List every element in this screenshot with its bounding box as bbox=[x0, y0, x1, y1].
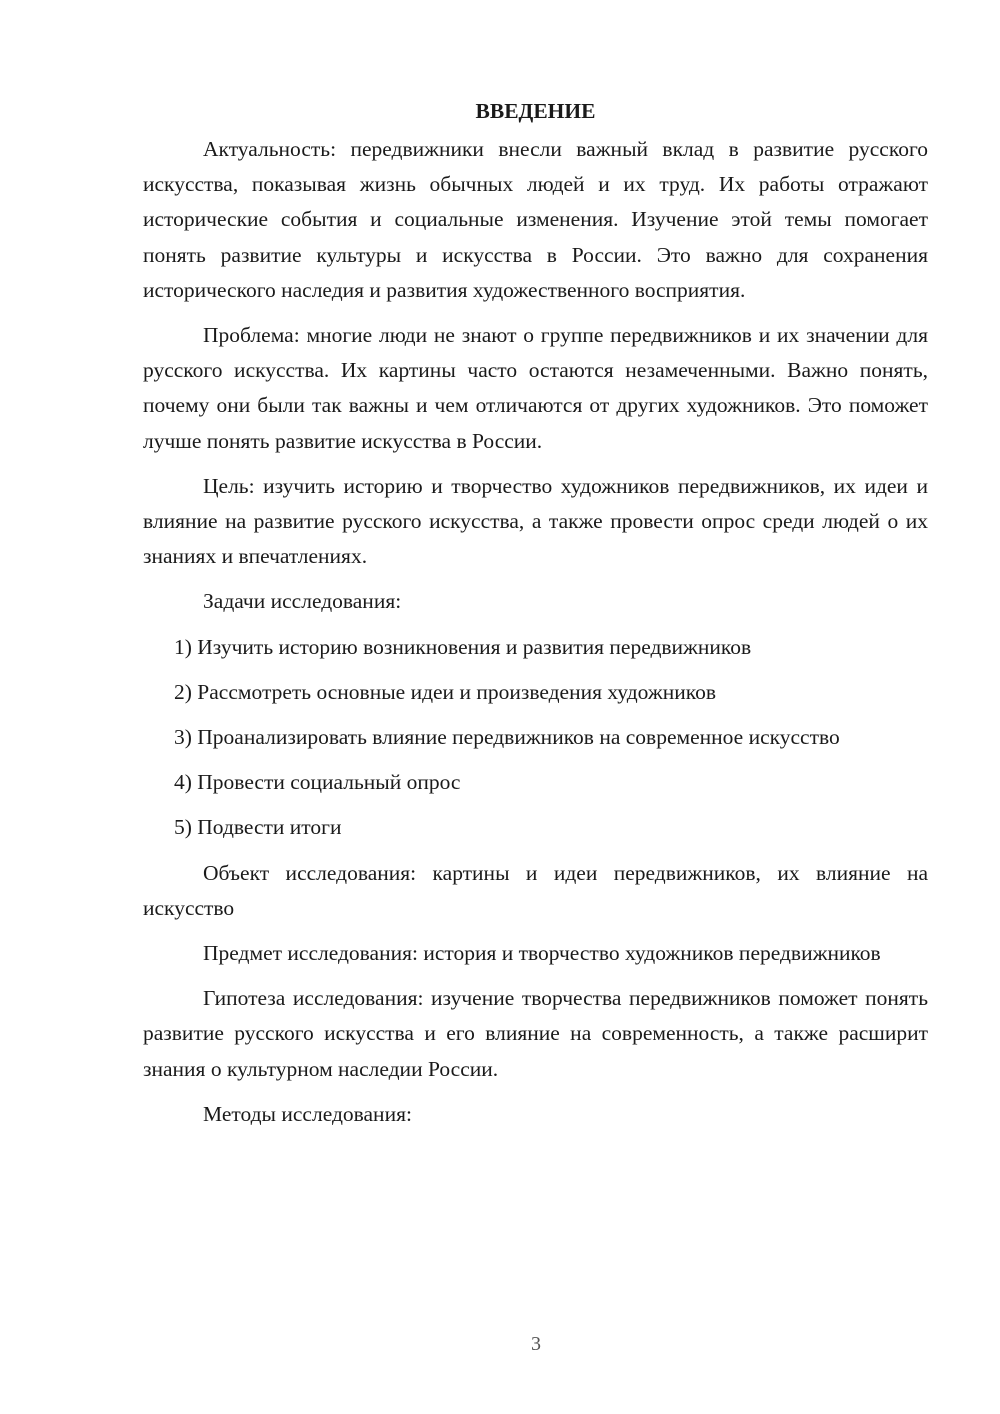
hypothesis-paragraph: Гипотеза исследования: изучение творчества передвижников поможет понять развитие русского искусства и его влияние на современность, а также расширит знания о культурном наследии России. bbox=[143, 986, 928, 1081]
object-paragraph: Объект исследования: картины и идеи передвижников, их влияние на искусство bbox=[143, 860, 928, 920]
relevance-paragraph: Актуальность: передвижники внесли важный вклад в развитие русского искусства, показывая жизнь обычных людей и их труд. Их работы отражают исторические события и социальные изменения. Изучение этой темы помогает понять развитие культуры и искусства в России. Это важно для сохранения исторического наследия и развития художественного восприятия. bbox=[143, 137, 928, 302]
page-content bbox=[143, 92, 928, 1142]
list-item: 3) Проанализировать влияние передвижников на современное искусство bbox=[174, 725, 840, 750]
subject-paragraph: Предмет исследования: история и творчество художников передвижников bbox=[203, 941, 881, 966]
section-title: ВВЕДЕНИЕ bbox=[475, 99, 596, 123]
methods-heading: Методы исследования: bbox=[203, 1101, 412, 1126]
list-item: 5) Подвести итоги bbox=[174, 815, 342, 840]
list-item: 4) Провести социальный опрос bbox=[174, 770, 461, 795]
list-item: 1) Изучить историю возникновения и развития передвижников bbox=[174, 634, 752, 659]
goal-paragraph: Цель: изучить историю и творчество художников передвижников, их идеи и влияние на развитие русского искусства, а также провести опрос среди людей о их знаниях и впечатлениях. bbox=[143, 473, 928, 569]
tasks-heading: Задачи исследования: bbox=[203, 589, 402, 614]
page-number: 3 bbox=[531, 1333, 541, 1355]
tasks-list bbox=[143, 630, 928, 846]
list-item: 2) Рассмотреть основные идеи и произведения художников bbox=[174, 679, 716, 704]
problem-paragraph: Проблема: многие люди не знают о группе передвижников и их значении для русского искусства. Их картины часто остаются незамеченными. Важно понять, почему они были так важны и чем отличаются от других художников. Это поможет лучше понять развитие искусства в России. bbox=[143, 323, 928, 453]
